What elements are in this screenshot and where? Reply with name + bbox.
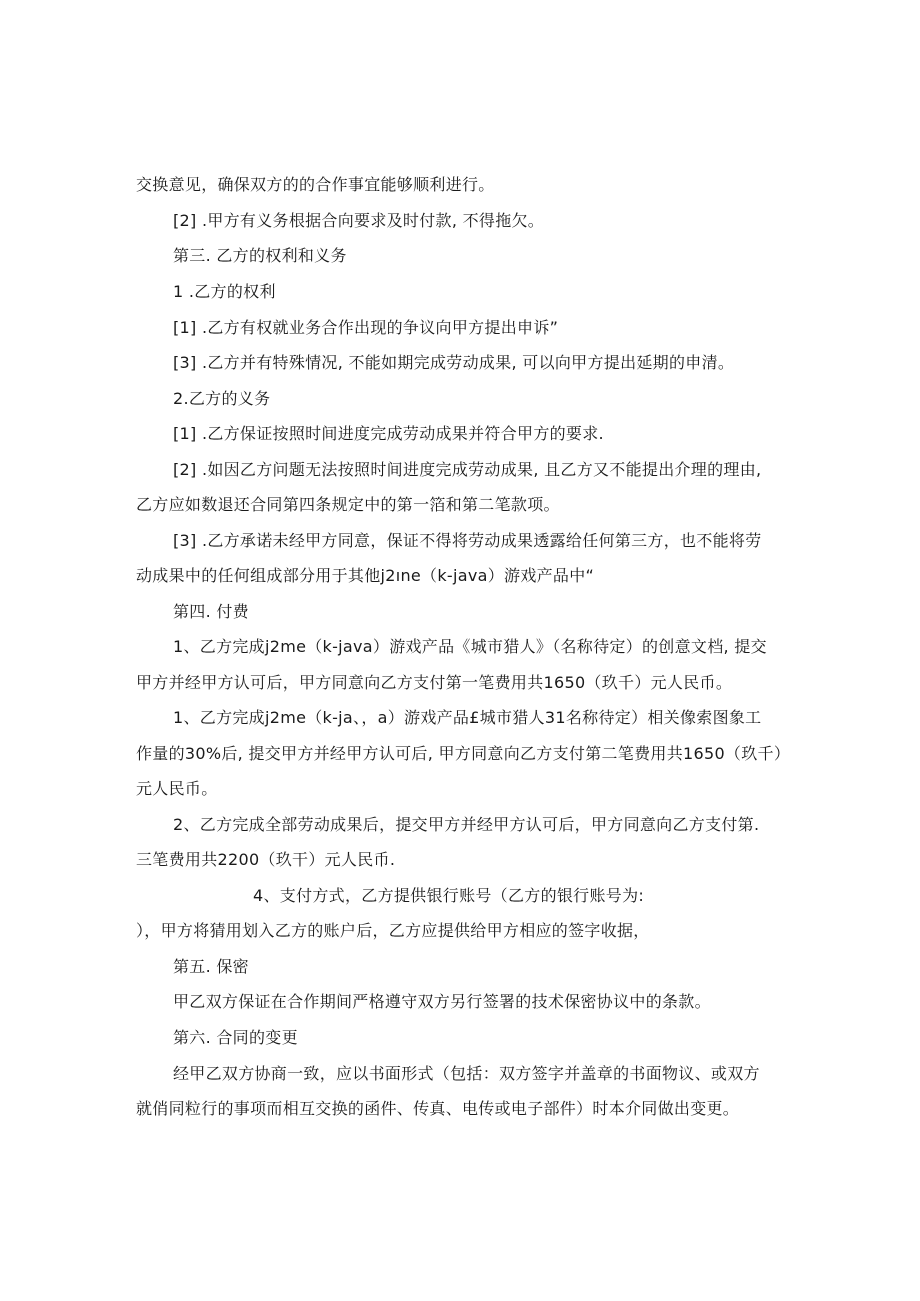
paragraph-line: [3] .乙方并有特殊情况, 不能如期完成劳动成果, 可以向甲方提出延期的申清。 bbox=[173, 353, 735, 372]
paragraph-line: [1] .乙方有权就业务合作出现的争议向甲方提出申诉” bbox=[173, 318, 559, 337]
paragraph-line: [2] .如因乙方问题无法按照时间进度完成劳动成果, 且乙方又不能提出介理的理由, bbox=[173, 460, 762, 479]
paragraph-line: 4、支付方式，乙方提供银行账号（乙方的银行账号为: bbox=[253, 886, 645, 905]
paragraph-line: [1] .乙方保证按照时间进度完成劳动成果并符合甲方的要求. bbox=[173, 424, 604, 443]
paragraph-line: 动成果中的任何组成部分用于其他j2ıne（k-java）游戏产品中“ bbox=[136, 566, 595, 585]
paragraph-line: 乙方应如数退还合同第四条规定中的第一箔和第二笔款项。 bbox=[136, 495, 560, 514]
section-heading: 第五. 保密 bbox=[173, 957, 249, 976]
paragraph-line: 三笔费用共2200（玖干）元人民币. bbox=[136, 850, 396, 869]
section-heading: 第六. 合同的变更 bbox=[173, 1028, 298, 1047]
paragraph-line: 作量的30%后, 提交甲方并经甲方认可后, 甲方同意向乙方支付第二笔费用共1650（玖千） bbox=[136, 744, 791, 763]
section-heading: 第三. 乙方的权利和义务 bbox=[173, 246, 347, 265]
paragraph-line: 1、乙方完成j2me（k-ja、，a）游戏产品£城市猎人31名称待定）相关像索图象工 bbox=[173, 708, 762, 727]
paragraph-line: 2、乙方完成全部劳动成果后，提交甲方并经甲方认可后，甲方同意向乙方支付第. bbox=[173, 815, 760, 834]
paragraph-line: 经甲乙双方协商一致，应以书面形式（包括：双方签字并盖章的书面物议、或双方 bbox=[173, 1064, 760, 1083]
paragraph-line: [2] .甲方有义务根据合向要求及时付款, 不得拖欠。 bbox=[173, 211, 545, 230]
subsection-heading: 1 .乙方的权利 bbox=[173, 282, 276, 301]
paragraph-line: 甲方并经甲方认可后，甲方同意向乙方支付第一笔费用共1650（玖千）元人民币。 bbox=[136, 673, 733, 692]
paragraph-line: 元人民币。 bbox=[136, 779, 218, 798]
section-heading: 第四. 付费 bbox=[173, 602, 249, 621]
paragraph-line: ），甲方将猜用划入乙方的账户后，乙方应提供给甲方相应的签字收据， bbox=[136, 921, 650, 940]
paragraph-line: 1、乙方完成j2me（k-java）游戏产品《城市猎人》（名称待定）的创意文档, 提交 bbox=[173, 637, 767, 656]
paragraph-line: [3] .乙方承诺未经甲方同意，保证不得将劳动成果透露给任何第三方，也不能将劳 bbox=[173, 531, 762, 550]
paragraph-line: 就俏同粒行的事项而相互交换的函件、传真、电传或电子部件）时本介同做出变更。 bbox=[136, 1099, 740, 1118]
subsection-heading: 2.乙方的义务 bbox=[173, 389, 271, 408]
paragraph-line: 交换意见，确保双方的的合作事宜能够顺利进行。 bbox=[136, 175, 495, 194]
paragraph-line: 甲乙双方保证在合作期间严格遵守双方另行签署的技术保密协议中的条款。 bbox=[173, 992, 711, 1011]
